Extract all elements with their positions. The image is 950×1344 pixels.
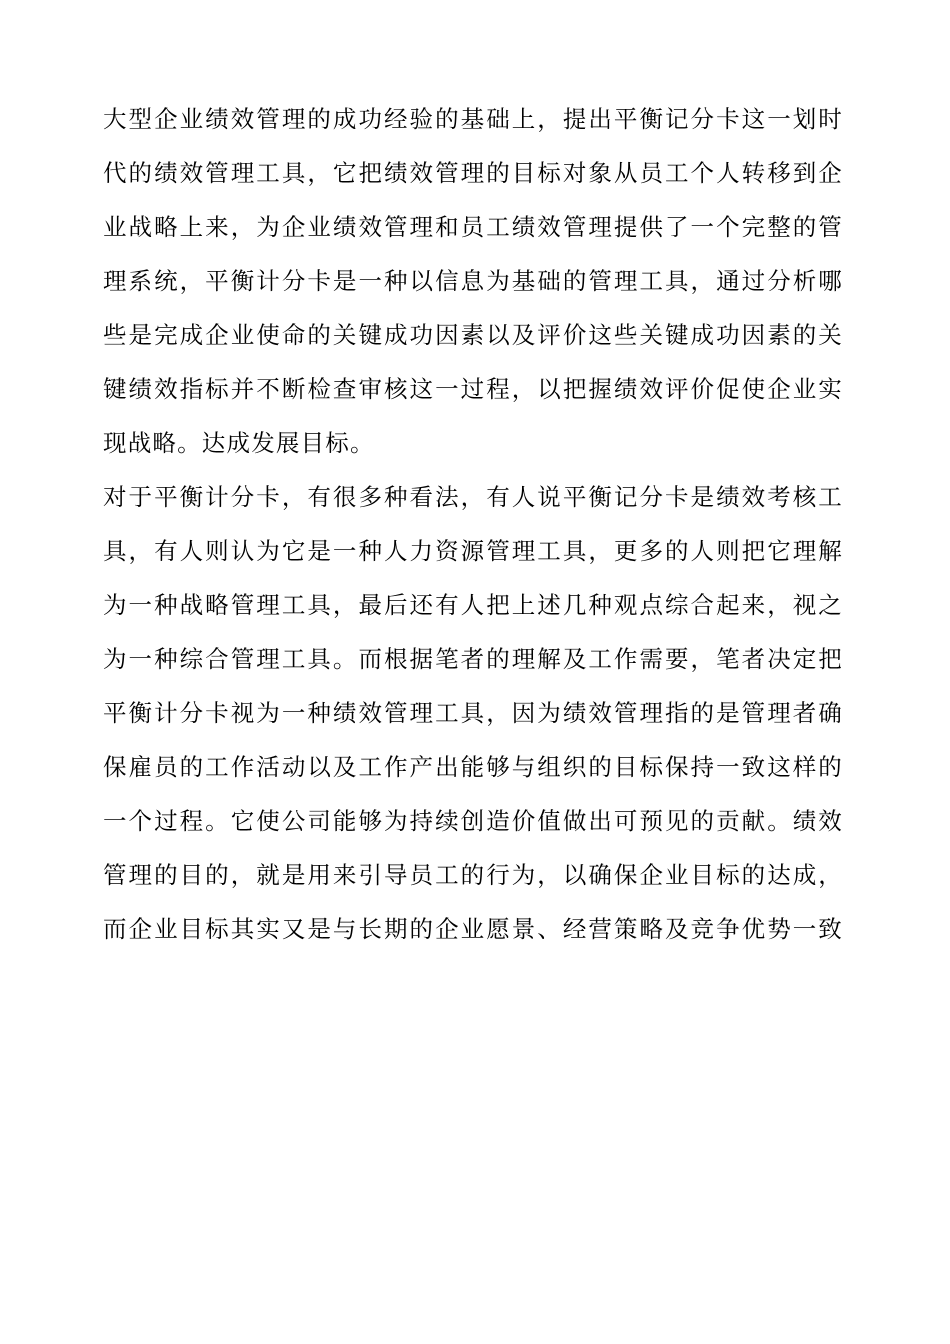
paragraph-1 [103,92,843,470]
text-line: 而企业目标其实又是与长期的企业愿景、经营策略及竞争优势一致 [103,915,843,943]
text-line: 为一种战略管理工具，最后还有人把上述几种观点综合起来，视之 [103,591,843,619]
text-line: 管理的目的，就是用来引导员工的行为，以确保企业目标的达成， [103,861,843,889]
text-line: 为一种综合管理工具。而根据笔者的理解及工作需要，笔者决定把 [103,645,843,673]
text-line: 键绩效指标并不断检查审核这一过程，以把握绩效评价促使企业实 [103,375,843,403]
text-line: 平衡计分卡视为一种绩效管理工具，因为绩效管理指的是管理者确 [103,699,843,727]
text-line: 业战略上来，为企业绩效管理和员工绩效管理提供了一个完整的管 [103,213,843,241]
text-line: 一个过程。它使公司能够为持续创造价值做出可预见的贡献。绩效 [103,807,843,835]
text-line: 代的绩效管理工具，它把绩效管理的目标对象从员工个人转移到企 [103,159,843,187]
text-line: 理系统，平衡计分卡是一种以信息为基础的管理工具，通过分析哪 [103,267,843,295]
text-line: 大型企业绩效管理的成功经验的基础上，提出平衡记分卡这一划时 [103,105,843,133]
text-line: 些是完成企业使命的关键成功因素以及评价这些关键成功因素的关 [103,321,843,349]
paragraph-2 [103,470,843,956]
text-line: 现战略。达成发展目标。 [103,429,375,457]
text-line: 具，有人则认为它是一种人力资源管理工具，更多的人则把它理解 [103,537,843,565]
document-body [103,92,843,956]
text-line: 保雇员的工作活动以及工作产出能够与组织的目标保持一致这样的 [103,753,843,781]
text-line: 对于平衡计分卡，有很多种看法，有人说平衡记分卡是绩效考核工 [103,483,843,511]
